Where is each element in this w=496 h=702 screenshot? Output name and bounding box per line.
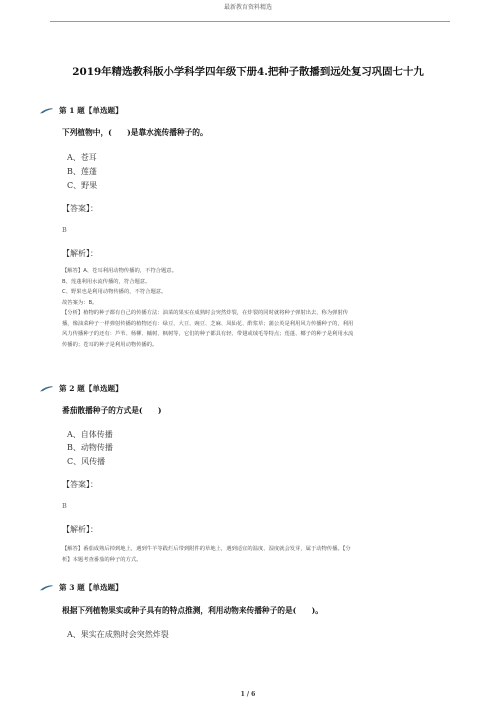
question-2-option-c: C、风传播 (67, 457, 106, 466)
question-2-heading (40, 383, 123, 394)
question-2-option-a: A、自体传播 (67, 430, 113, 439)
question-1-option-c: C、野果 (67, 181, 98, 190)
pen-icon (40, 107, 54, 114)
question-1-answer-label: 【答案】： (62, 204, 98, 213)
document-title: 2019年精选教科版小学科学四年级下册4.把种子散播到远处复习巩固七十九 (72, 66, 424, 78)
analysis-line: 析】本题考查番茄的种子的方式。 (62, 556, 142, 563)
question-2-answer: B (62, 502, 67, 510)
question-1-answer: B (62, 226, 67, 234)
analysis-line: B、莲蓬利用水流传播的，符合题意。 (62, 278, 151, 285)
analysis-line: 播，像油菜种子一样弹射传播的植物还有：绿豆、大豆、豌豆、芝麻、凤仙花、酢浆草；蒲公英是利用风力传播种子的，利用 (62, 320, 354, 327)
question-2-analysis (62, 544, 452, 565)
page-number: 1 / 6 (240, 691, 256, 698)
question-2-option-b: B、动物传播 (67, 443, 113, 452)
question-1-analysis-label: 【解析】： (62, 249, 98, 258)
question-1-analysis (62, 266, 452, 350)
page-header: 最新教育资料精选 (223, 4, 272, 11)
analysis-line: 【解答】A、苍耳利用动物传播的，不符合题意。 (62, 268, 177, 274)
analysis-line: 【解答】番茄成熟后掉到地上，遇到牛羊等践烂后带到附件的草地上，遇到适宜的温度、湿度就会发芽，属于动物传播。【分 (62, 546, 351, 552)
question-3-heading (40, 582, 123, 593)
question-2-heading-text: 第 2 题【单选题】 (59, 384, 123, 393)
analysis-line: 【分析】植物的种子都有自己的传播方法：油菜的果实在成熟时会突然炸裂，在炸裂的同时就将种子弹射出去，称为弹射传 (62, 310, 349, 316)
question-1-heading-text: 第 1 题【单选题】 (59, 106, 123, 115)
question-2-stem: 番茄散播种子的方式是( ) (62, 406, 162, 415)
question-3-heading-text: 第 3 题【单选题】 (59, 583, 123, 592)
analysis-line: 风力传播种子的还有：芦苇、杨柳、槭树、枫树等，它们的种子都具有轻、带翅或绒毛等特点；莲蓬、椰子的种子是利用水流 (62, 331, 354, 337)
analysis-line: 故答案为：B。 (62, 299, 98, 306)
analysis-line: C、野果也是利用动物传播的，不符合题意。 (62, 289, 167, 295)
header-divider (50, 21, 450, 22)
question-1-option-b: B、莲蓬 (67, 167, 97, 176)
analysis-line: 传播的；苍耳的种子是利用动物传播的。 (62, 341, 158, 348)
pen-icon (40, 385, 54, 392)
question-3-stem: 根据下列植物果实或种子具有的特点推测，利用动物来传播种子的是( )。 (62, 606, 323, 615)
question-1-heading (40, 105, 123, 116)
question-2-analysis-label: 【解析】： (62, 525, 98, 534)
question-1-stem: 下列植物中，( )是靠水流传播种子的。 (62, 128, 208, 137)
pen-icon (40, 584, 54, 591)
question-1-option-a: A、苍耳 (67, 153, 97, 162)
question-2-answer-label: 【答案】： (62, 480, 98, 489)
question-3-option-a: A、果实在成熟时会突然炸裂 (67, 630, 169, 639)
